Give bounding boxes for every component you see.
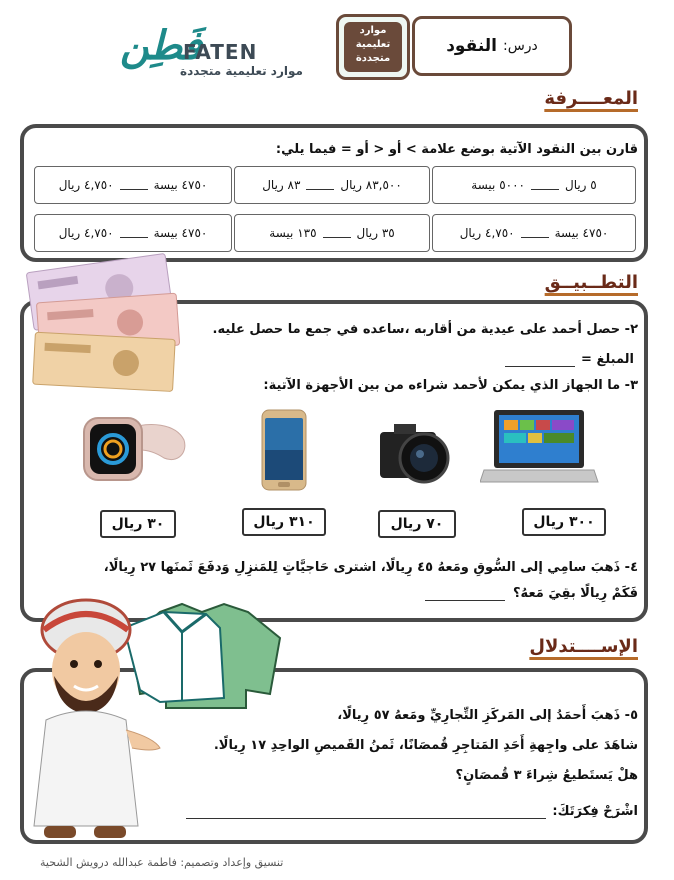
answer-blank[interactable] [323, 228, 351, 238]
phone-image [250, 408, 318, 492]
question-4-row [425, 586, 638, 601]
comparison-cell: ٤٧٥٠ بيسة ٤,٧٥٠ ريال [34, 166, 232, 204]
badge-line: متجددة [355, 53, 391, 64]
price-tag-phone: ٣١٠ ريال [242, 508, 326, 536]
answer-blank[interactable] [306, 180, 334, 190]
q4-answer-line[interactable] [425, 589, 505, 601]
logo-arabic: فَطِن [120, 22, 203, 69]
price-tag-watch: ٣٠ ريال [100, 510, 176, 538]
comparison-cell: ٤٧٥٠ بيسة ٤,٧٥٠ ريال [432, 214, 636, 252]
resources-badge [336, 14, 410, 80]
amount-label: المبلغ = [581, 352, 634, 367]
answer-blank[interactable] [120, 228, 148, 238]
badge-line: تعليمية [355, 39, 391, 50]
boy-illustration [14, 590, 164, 852]
credit-footer: تنسيق وإعداد وتصميم: فاطمة عبدالله درويش الشحية [40, 856, 284, 869]
answer-blank[interactable] [531, 180, 559, 190]
answer-blank[interactable] [521, 228, 549, 238]
question-5-line3: هلْ يَستَطيعُ شِراءَ ٣ قُمصَانٍ؟ [455, 768, 638, 783]
logo-subtitle: موارد تعليمية متجددة [180, 64, 303, 78]
lesson-title-box [412, 16, 572, 76]
question-4-line2: فَكَمْ رِيالًا بقِيَ مَعهُ؟ [513, 586, 638, 601]
laptop-image [480, 408, 600, 490]
section-title-application: التطــبيــق [544, 272, 638, 293]
answer-blank[interactable] [120, 180, 148, 190]
comparison-cell: ٨٣,٥٠٠ ريال ٨٣ ريال [234, 166, 430, 204]
comparison-cell: ٣٥ ريال ١٣٥ بيسة [234, 214, 430, 252]
amount-row [505, 352, 634, 367]
question-3: ٣- ما الجهاز الذي يمكن لأحمد شراءه من بين الأجهزة الآتية: [263, 378, 638, 393]
question-4-line1: ٤- ذَهبَ سامِي إلى السُّوقِ ومَعهُ ٤٥ رِيالًا، اشترى حَاجيَّاتٍ لِلمَنزِلِ وَدفَعَ ثَمنَها ٢٧ رِيالًا، [103, 560, 638, 575]
section-title-knowledge: المعــــرفة [544, 88, 638, 109]
logo-english: FATEN [183, 40, 258, 64]
comparison-cell: ٤٧٥٠ بيسة ٤,٧٥٠ ريال [34, 214, 232, 252]
explain-label: اشْرَحْ فِكرَتَكَ: [552, 804, 638, 819]
comparison-cell: ٥ ريال ٥٠٠٠ بيسة [432, 166, 636, 204]
question-5-line2: شاهَدَ على واجِهةِ أَحَدِ المَتاجِرِ قُمصَانًا، ثَمنُ القَميصِ الواحِدِ ١٧ رِيالًا. [213, 738, 638, 753]
price-tag-laptop: ٣٠٠ ريال [522, 508, 606, 536]
explain-answer-line[interactable] [186, 807, 546, 819]
question-2: ٢- حصل أحمد على عيدية من أقاربه ،ساعده في جمع ما حصل عليه. [212, 322, 638, 337]
price-tag-camera: ٧٠ ريال [378, 510, 456, 538]
section-title-reasoning: الإســــتدلال [529, 636, 638, 657]
lesson-prefix: درس: [502, 38, 538, 54]
explain-row [186, 804, 638, 819]
comparison-instruction: قارن بين النقود الآتية بوضع علامة > أو < أو = فيما يلي: [275, 142, 638, 157]
badge-line: موارد [359, 25, 387, 36]
question-5-line1: ٥- ذَهبَ أَحمَدُ إلى المَركَزِ التِّجارِيِّ ومَعهُ ٥٧ رِيالًا، [337, 708, 638, 723]
amount-answer-line[interactable] [505, 355, 575, 367]
camera-image [374, 418, 466, 490]
lesson-title: النقود [446, 36, 497, 56]
banknotes-illustration [20, 248, 196, 398]
watch-image [80, 410, 190, 486]
